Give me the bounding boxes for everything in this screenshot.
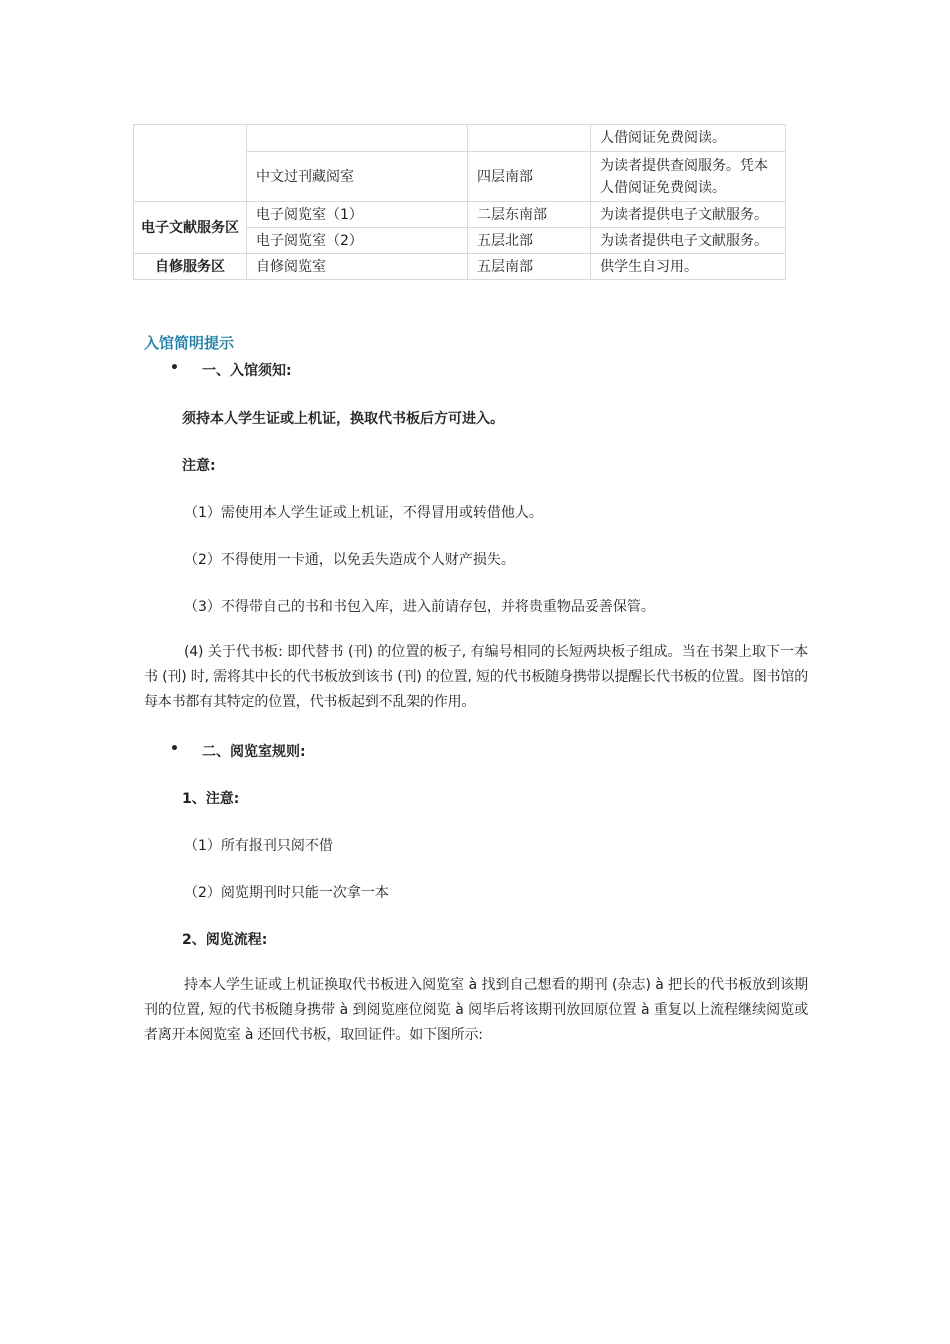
entry-requirement: 须持本人学生证或上机证，换取代书板后方可进入。 [182, 411, 504, 427]
service-area-table [133, 124, 786, 280]
table-cell-room [247, 125, 468, 152]
table-cell-location: 五层北部 [468, 228, 591, 254]
table-cell-room: 中文过刊藏阅室 [247, 152, 468, 202]
note-label: 注意: [182, 458, 216, 474]
part1-heading [170, 360, 292, 380]
reading-flow: 持本人学生证或上机证换取代书板进入阅览室 à 找到自己想看的期刊 (杂志) à 把长的代书板放到该期刊的位置, 短的代书板随身携带 à 到阅览座位阅览 à 阅毕后将该期刊放回原位置 à 重复以上流程继续阅览或者离开本阅览室 à 还回代书板，取回证件。如下图所示: [144, 977, 808, 1043]
note-item: （3）不得带自己的书和书包入库，进入前请存包，并将贵重物品妥善保管。 [184, 599, 655, 615]
note-item: （1）需使用本人学生证或上机证，不得冒用或转借他人。 [184, 505, 543, 521]
part1-title: 一、入馆须知: [202, 363, 292, 379]
note-item-bookmark-board: (4) 关于代书板: 即代替书 (刊) 的位置的板子, 有编号相同的长短两块板子组成。当在书架上取下一本书 (刊) 时, 需将其中长的代书板放到该书 (刊) 的位置, 短的代书板随身携带以提醒长代书板的位置。图书馆的每本书都有其特定的位置，代书板起到不乱架的作用。 [144, 644, 808, 710]
table-cell-room: 自修阅览室 [247, 254, 468, 280]
table-cell-area: 自修服务区 [134, 254, 247, 280]
table-cell-desc: 为读者提供电子文献服务。 [591, 228, 786, 254]
table-row [134, 202, 786, 228]
table-cell-location: 五层南部 [468, 254, 591, 280]
table-cell-room: 电子阅览室（2） [247, 228, 468, 254]
sub2-label: 2、阅览流程: [182, 932, 268, 948]
sub1-label: 1、注意: [182, 791, 240, 807]
section-title: 入馆简明提示 [144, 334, 235, 352]
table-cell-location: 二层东南部 [468, 202, 591, 228]
table-cell-desc: 供学生自习用。 [591, 254, 786, 280]
table-cell-location: 四层南部 [468, 152, 591, 202]
part2-title: 二、阅览室规则: [202, 744, 306, 760]
table-cell-desc: 为读者提供电子文献服务。 [591, 202, 786, 228]
table-cell-room: 电子阅览室（1） [247, 202, 468, 228]
table-row [134, 125, 786, 152]
table-cell-area: 电子文献服务区 [134, 202, 247, 254]
table-cell-desc: 为读者提供查阅服务。凭本人借阅证免费阅读。 [591, 152, 786, 202]
rule-item: （1）所有报刊只阅不借 [184, 838, 333, 854]
part2-heading [170, 741, 306, 761]
rule-item: （2）阅览期刊时只能一次拿一本 [184, 885, 389, 901]
bullet-icon: • [170, 360, 179, 376]
table-cell-area [134, 125, 247, 202]
table-cell-desc: 人借阅证免费阅读。 [591, 125, 786, 152]
table-cell-location [468, 125, 591, 152]
table-row [134, 254, 786, 280]
note-item: （2）不得使用一卡通，以免丢失造成个人财产损失。 [184, 552, 515, 568]
bullet-icon: • [170, 741, 179, 757]
